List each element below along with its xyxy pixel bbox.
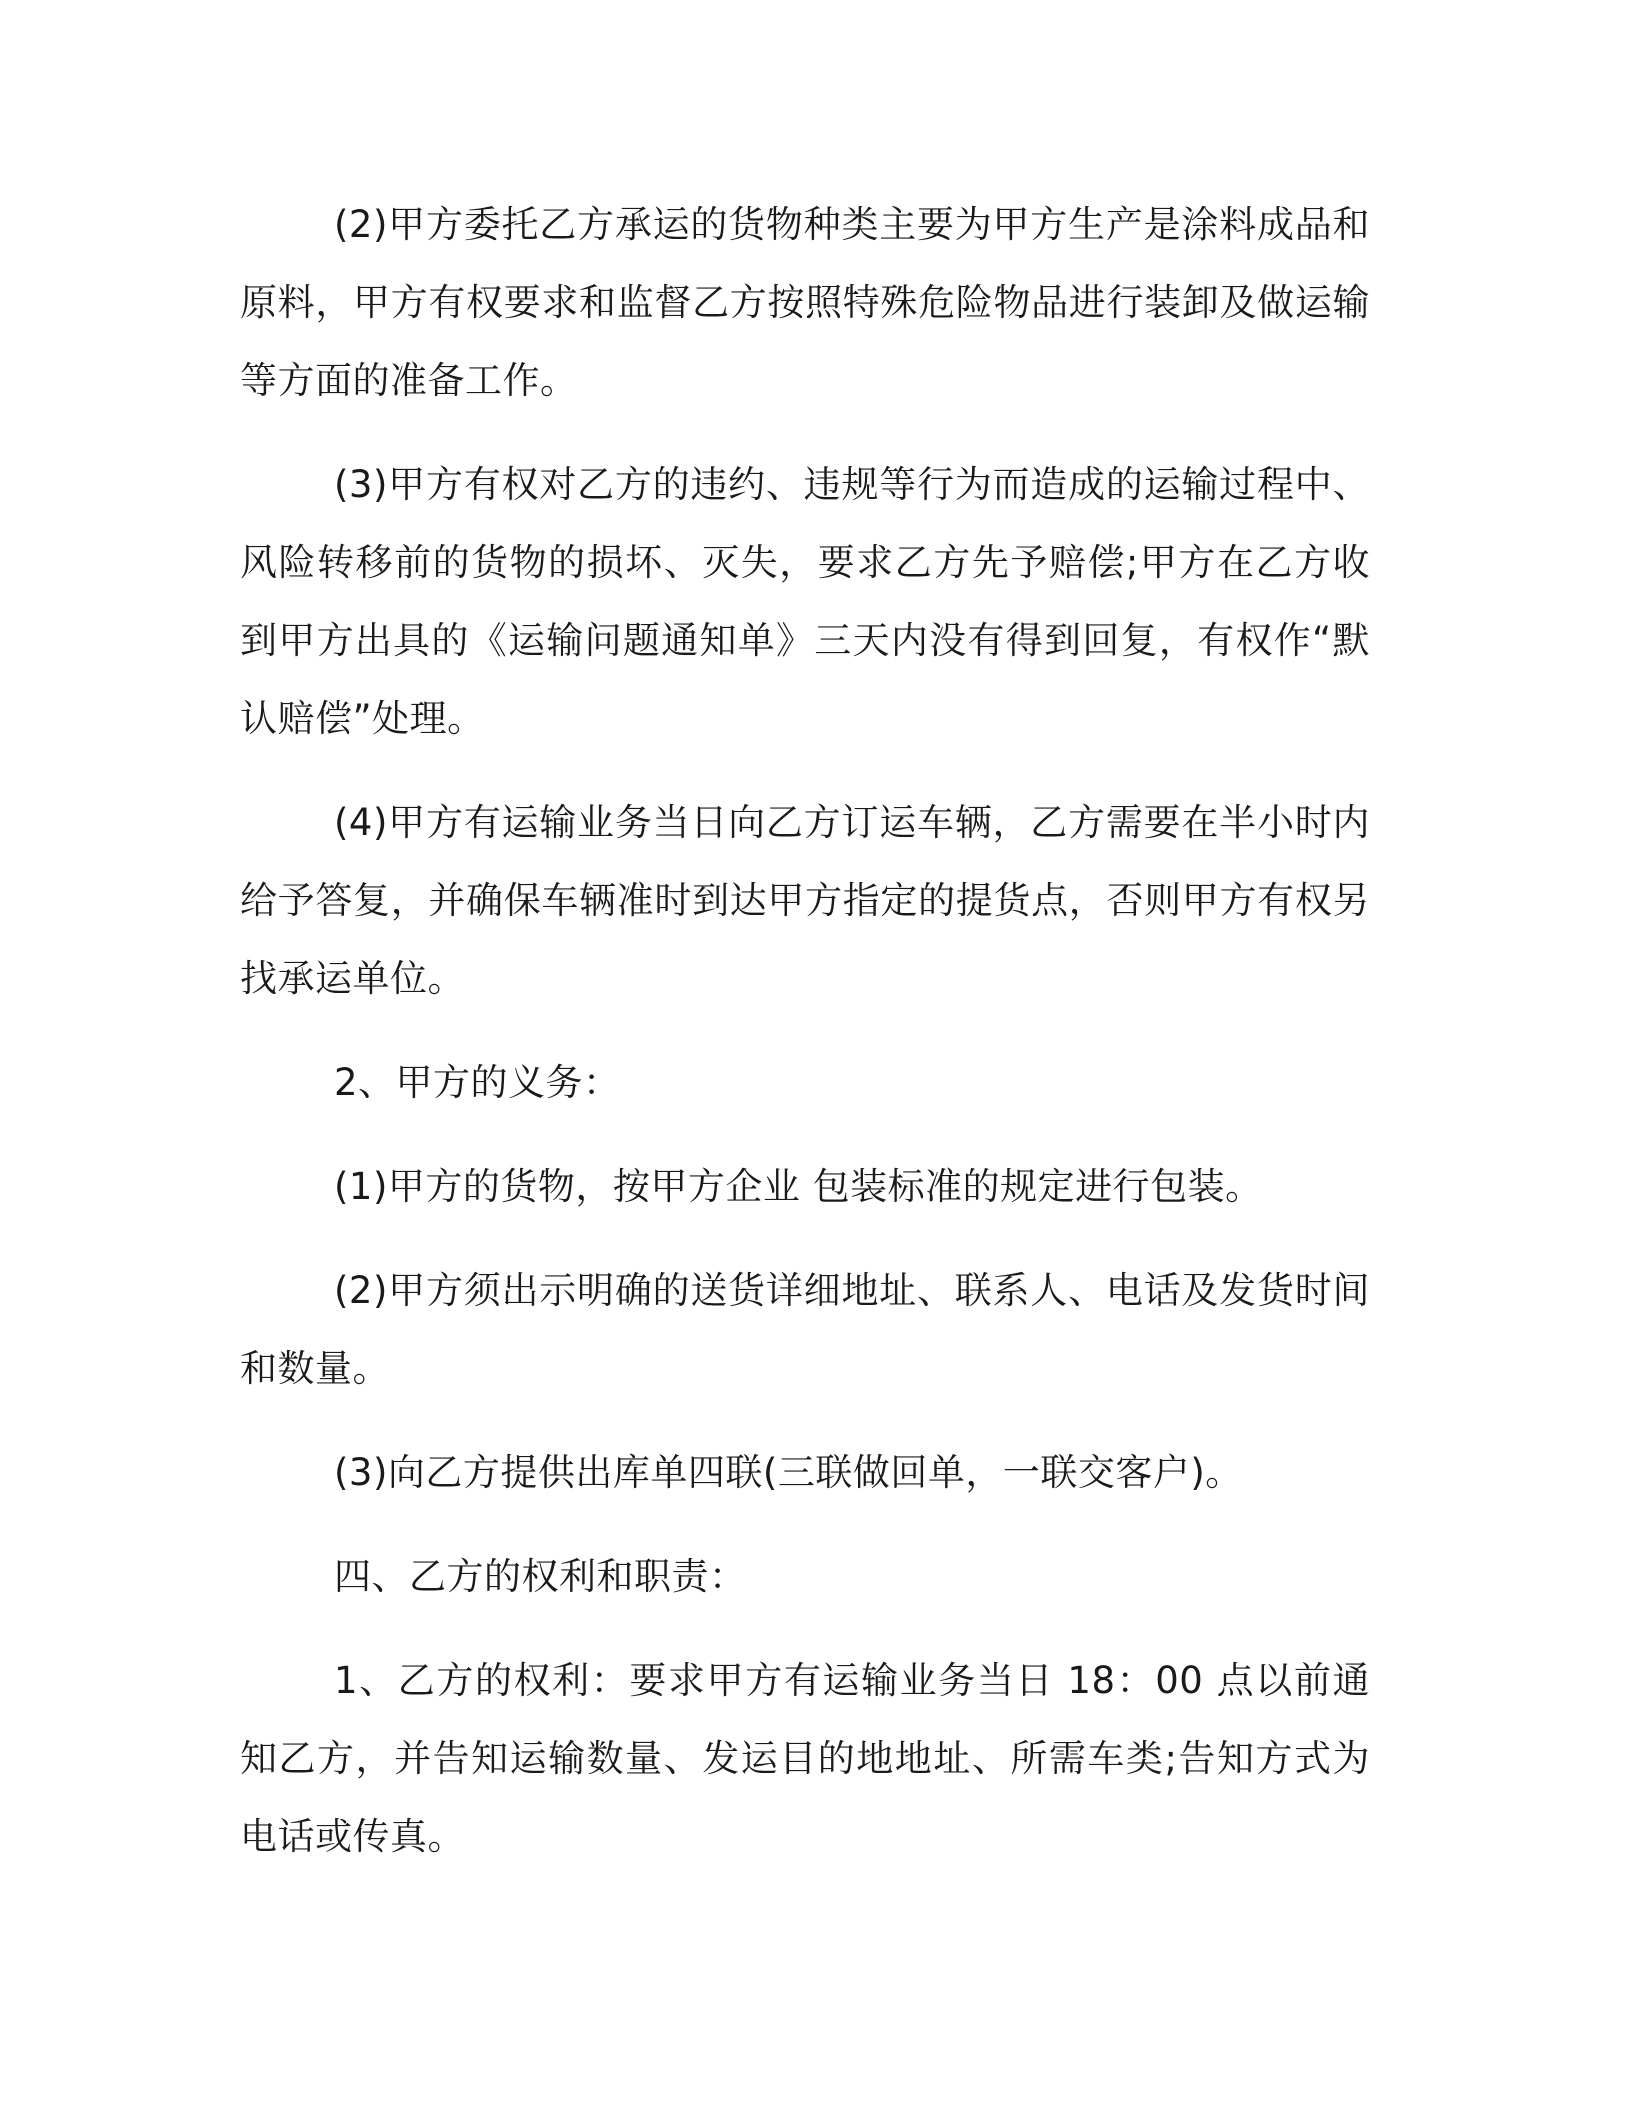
clause-party-a-right-2: (2)甲方委托乙方承运的货物种类主要为甲方生产是涂料成品和原料，甲方有权要求和监督乙方按照特殊危险物品进行装卸及做运输等方面的准备工作。 bbox=[240, 203, 1370, 402]
clause-party-a-obligation-2: (2)甲方须出示明确的送货详细地址、联系人、电话及发货时间和数量。 bbox=[240, 1269, 1370, 1390]
clause-party-a-obligation-3: (3)向乙方提供出库单四联(三联做回单，一联交客户)。 bbox=[334, 1451, 1243, 1494]
clause-party-a-obligation-1: (1)甲方的货物，按甲方企业 包装标准的规定进行包装。 bbox=[334, 1165, 1263, 1208]
section-heading-party-a-obligations: 2、甲方的义务： bbox=[334, 1061, 621, 1104]
document-body bbox=[240, 186, 1370, 1902]
section-heading-party-b-rights: 四、乙方的权利和职责： bbox=[334, 1555, 747, 1598]
clause-party-a-right-4: (4)甲方有运输业务当日向乙方订运车辆，乙方需要在半小时内给予答复，并确保车辆准时到达甲方指定的提货点，否则甲方有权另找承运单位。 bbox=[240, 801, 1370, 1000]
clause-party-a-right-3: (3)甲方有权对乙方的违约、违规等行为而造成的运输过程中、风险转移前的货物的损坏、灭失，要求乙方先予赔偿;甲方在乙方收到甲方出具的《运输问题通知单》三天内没有得到回复，有权作“默认赔偿”处理。 bbox=[240, 463, 1370, 740]
clause-party-b-right-1: 1、乙方的权利：要求甲方有运输业务当日 18：00 点以前通知乙方，并告知运输数量、发运目的地地址、所需车类;告知方式为电话或传真。 bbox=[240, 1659, 1370, 1858]
